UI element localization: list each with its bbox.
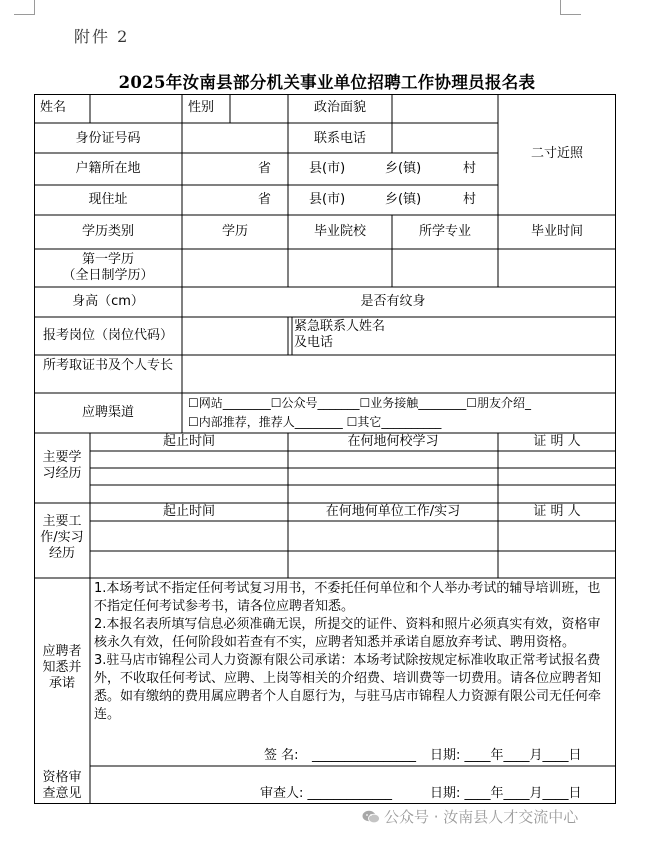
- certs-label: 所考取证书及个人专长: [42, 358, 173, 373]
- gender-label: 性别: [188, 100, 215, 115]
- political-status-field[interactable]: [396, 99, 494, 119]
- attachment-label: 附件 2: [74, 27, 130, 46]
- study-place-header: 在何地何校学习: [347, 434, 439, 449]
- wechat-icon: [362, 810, 380, 824]
- name-field[interactable]: [96, 99, 180, 119]
- study-period-header: 起止时间: [162, 434, 215, 449]
- notice-item-1: 1.本场考试不指定任何考试复习用书，不委托任何单位和个人举办考试的辅导培训班，也不指定任何考试参考书，请各位应聘者知悉。: [94, 581, 601, 614]
- emergency-label: 紧急联系人姓名及电话: [294, 319, 386, 350]
- school-label: 毕业院校: [313, 224, 366, 239]
- address-township: 乡(镇): [385, 192, 422, 207]
- household-label: 户籍所在地: [75, 161, 141, 176]
- margin-mark-left: [14, 0, 35, 15]
- major-label: 所学专业: [418, 224, 471, 239]
- id-number-label: 身份证号码: [75, 131, 141, 146]
- signature-label: 签 名:: [264, 748, 299, 763]
- study-history-label: 主要学习经历: [42, 450, 82, 481]
- household-township: 乡(镇): [385, 161, 422, 176]
- address-village: 村: [463, 192, 477, 207]
- household-village: 村: [463, 161, 477, 176]
- study-witness-header: 证 明 人: [533, 434, 581, 449]
- channel-label: 应聘渠道: [81, 405, 134, 420]
- tattoo-label: 是否有纹身: [360, 294, 426, 309]
- watermark: [362, 806, 578, 827]
- page-title: 2025年汝南县部分机关事业单位招聘工作协理员报名表: [118, 73, 536, 92]
- watermark-text: 公众号 · 汝南县人才交流中心: [384, 808, 579, 826]
- channel-options-line1[interactable]: ☐网站________☐公众号_______☐业务接触________☐朋友介绍_: [188, 396, 532, 410]
- work-witness-header: 证 明 人: [533, 504, 581, 519]
- signature-field[interactable]: ________________: [312, 748, 416, 763]
- margin-mark-right: [560, 0, 581, 15]
- apply-post-label: 报考岗位（岗位代码）: [42, 328, 173, 343]
- sign-date[interactable]: 日期: ____年____月____日: [430, 748, 582, 763]
- review-date[interactable]: 日期: ____年____月____日: [430, 786, 582, 801]
- review-label: 资格审查意见: [42, 770, 82, 801]
- work-period-header: 起止时间: [162, 504, 215, 519]
- notice-text: [94, 580, 612, 724]
- reviewer-field[interactable]: 审查人: _____________: [260, 786, 393, 801]
- grad-time-label: 毕业时间: [530, 224, 583, 239]
- work-history-label: 主要工作/实习经历: [40, 514, 84, 561]
- notice-label: 应聘者知悉并承诺: [42, 644, 82, 691]
- name-label: 姓名: [40, 100, 67, 115]
- address-label: 现住址: [88, 192, 128, 207]
- edu-label: 学历: [221, 224, 248, 239]
- photo-label: 二寸近照: [530, 146, 583, 161]
- channel-options-line2[interactable]: ☐内部推荐，推荐人________ ☐其它__________: [188, 415, 442, 429]
- address-province: 省: [258, 192, 272, 207]
- household-county: 县(市): [309, 161, 346, 176]
- first-edu-label: 第一学历 （全日制学历）: [62, 252, 154, 283]
- notice-item-3: 3.驻马店市锦程公司人力资源有限公司承诺：本场考试除按规定标准收取正常考试报名费外，不收取任何考试、应聘、上岗等相关的介绍费、培训费等一切费用。请各位应聘者知悉。如有缴纳的费用属应聘者个人自愿行为，与驻马店市锦程人力资源有限公司无任何牵连。: [94, 653, 602, 722]
- phone-label: 联系电话: [313, 131, 366, 146]
- phone-field[interactable]: [396, 128, 494, 148]
- household-province: 省: [258, 161, 272, 176]
- political-status-label: 政治面貌: [313, 100, 366, 115]
- gender-field[interactable]: [234, 99, 284, 119]
- height-label: 身高（cm）: [72, 294, 144, 309]
- notice-item-2: 2.本报名表所填写信息必须准确无误，所提交的证件、资料和照片必须真实有效，资格审核永久有效，任何阶段如若查有不实，应聘者知悉并承诺自愿放弃考试、聘用资格。: [94, 617, 601, 650]
- work-place-header: 在何地何单位工作/实习: [325, 504, 461, 519]
- edu-type-label: 学历类别: [81, 224, 134, 239]
- id-number-field[interactable]: [186, 128, 284, 148]
- address-county: 县(市): [309, 192, 346, 207]
- registration-form-table: [34, 94, 616, 804]
